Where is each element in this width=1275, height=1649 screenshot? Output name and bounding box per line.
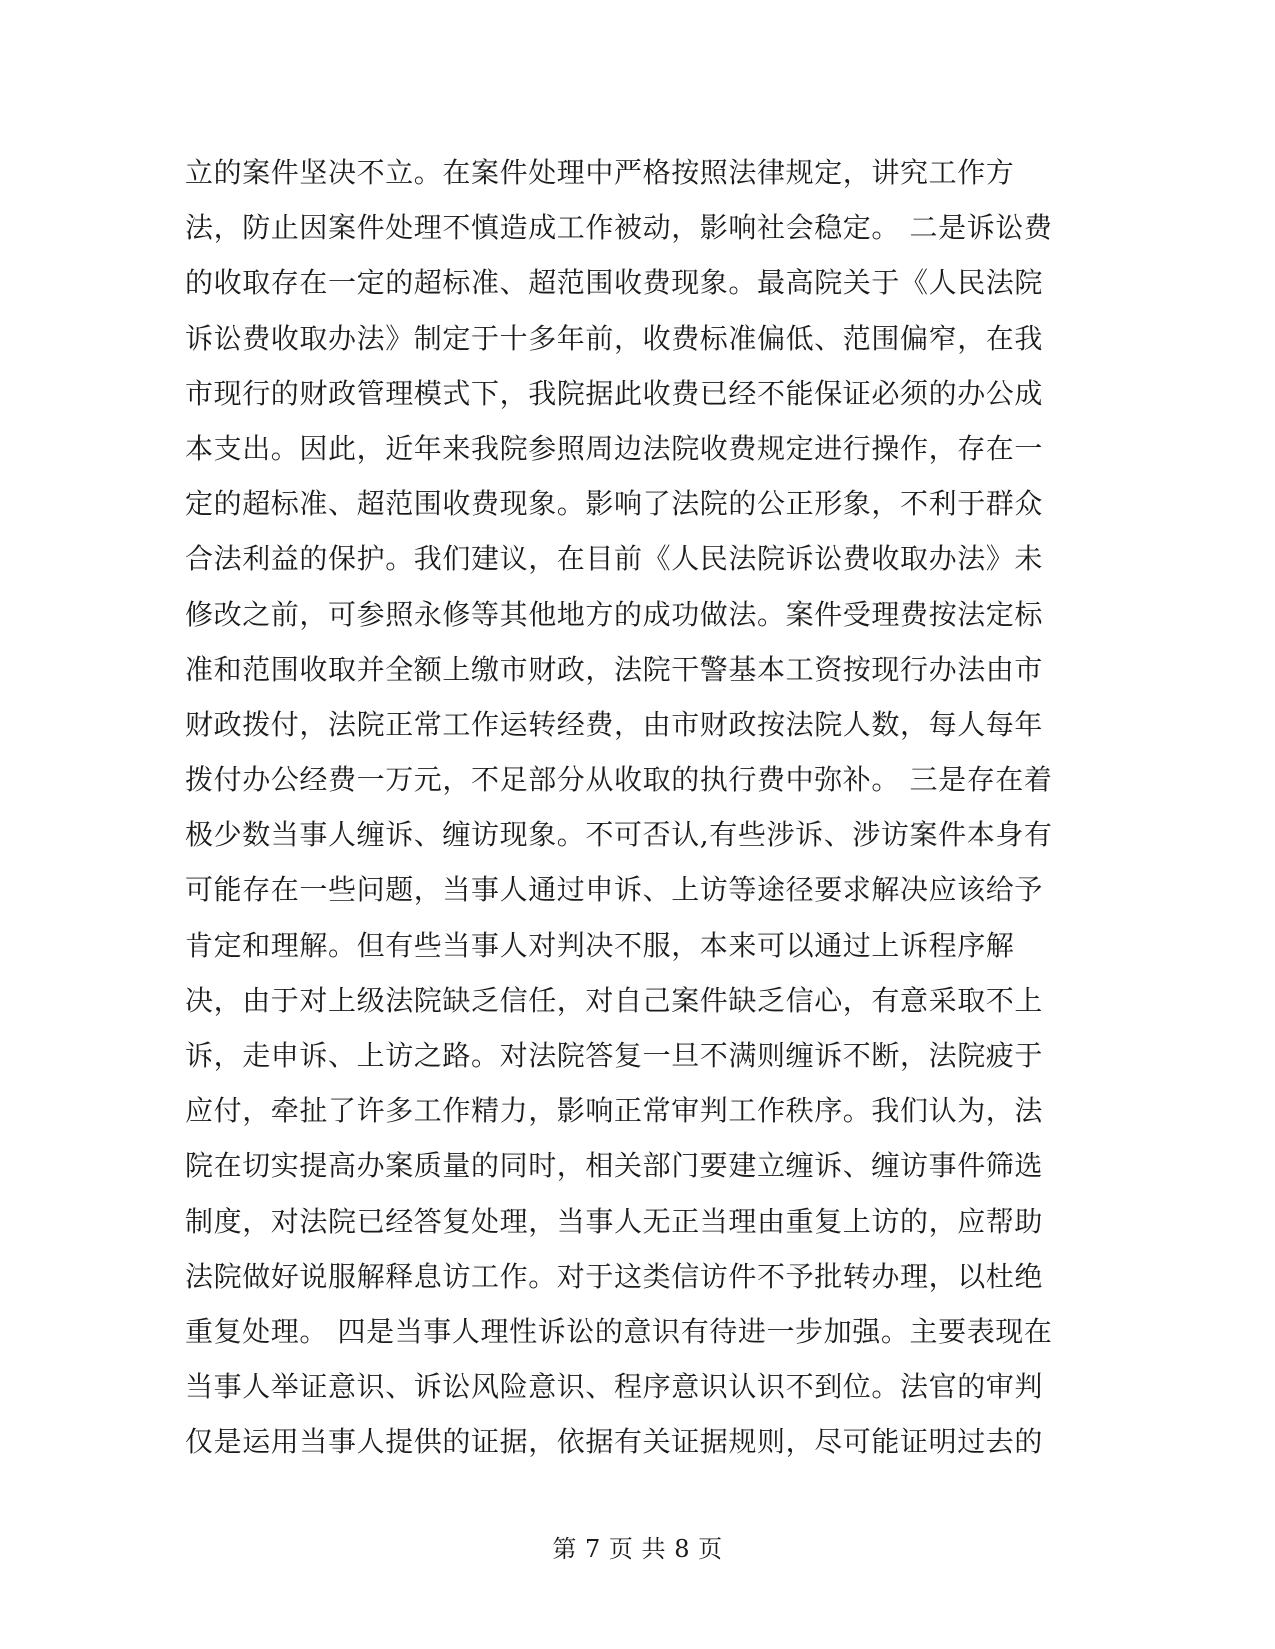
text-line: 诉，走申诉、上访之路。对法院答复一旦不满则缠诉不断，法院疲于	[185, 1039, 1044, 1072]
text-line: 立的案件坚决不立。在案件处理中严格按照法律规定，讲究工作方	[185, 156, 1015, 189]
text-line: 极少数当事人缠诉、缠访现象。不可否认,有些涉诉、涉访案件本身有	[185, 818, 1053, 852]
body-text	[185, 145, 1053, 1470]
page-number-label: 第 7 页 共 8 页	[552, 1535, 723, 1563]
text-line: 法，防止因案件处理不慎造成工作被动，影响社会稳定。 二是诉讼费	[185, 211, 1053, 245]
page-footer	[0, 1534, 1275, 1564]
text-line: 拨付办公经费一万元，不足部分从收取的执行费中弥补。 三是存在着	[185, 763, 1053, 797]
text-line: 仅是运用当事人提供的证据，依据有关证据规则，尽可能证明过去的	[185, 1425, 1044, 1459]
text-line: 市现行的财政管理模式下，我院据此收费已经不能保证必须的办公成	[185, 376, 1044, 410]
text-line: 准和范围收取并全额上缴市财政，法院干警基本工资按现行办法由市	[185, 652, 1044, 686]
text-line: 的收取存在一定的超标准、超范围收费现象。最高院关于《人民法院	[185, 266, 1044, 300]
text-line: 修改之前，可参照永修等其他地方的成功做法。案件受理费按法定标	[185, 597, 1044, 631]
text-line: 定的超标准、超范围收费现象。影响了法院的公正形象，不利于群众	[185, 487, 1044, 521]
text-line: 合法利益的保护。我们建议，在目前《人民法院诉讼费收取办法》未	[185, 542, 1044, 576]
text-line: 制度，对法院已经答复处理，当事人无正当理由重复上访的，应帮助	[185, 1204, 1044, 1238]
text-line: 诉讼费收取办法》制定于十多年前，收费标准偏低、范围偏窄，在我	[185, 321, 1044, 355]
text-line: 法院做好说服解释息访工作。对于这类信访件不予批转办理，以杜绝	[185, 1259, 1044, 1293]
text-line: 财政拨付，法院正常工作运转经费，由市财政按法院人数，每人每年	[185, 707, 1044, 741]
text-line: 重复处理。 四是当事人理性诉讼的意识有待进一步加强。主要表现在	[185, 1314, 1053, 1348]
text-line: 肯定和理解。但有些当事人对判决不服，本来可以通过上诉程序解	[185, 928, 1015, 962]
text-line: 应付，牵扯了许多工作精力，影响正常审判工作秩序。我们认为，法	[185, 1094, 1044, 1128]
text-line: 可能存在一些问题，当事人通过申诉、上访等途径要求解决应该给予	[185, 873, 1044, 907]
text-line: 院在切实提高办案质量的同时，相关部门要建立缠诉、缠访事件筛选	[185, 1149, 1044, 1183]
text-line: 本支出。因此，近年来我院参照周边法院收费规定进行操作，存在一	[185, 431, 1044, 465]
text-line: 决，由于对上级法院缺乏信任，对自己案件缺乏信心，有意采取不上	[185, 983, 1044, 1017]
text-line: 当事人举证意识、诉讼风险意识、程序意识认识不到位。法官的审判	[185, 1370, 1044, 1404]
